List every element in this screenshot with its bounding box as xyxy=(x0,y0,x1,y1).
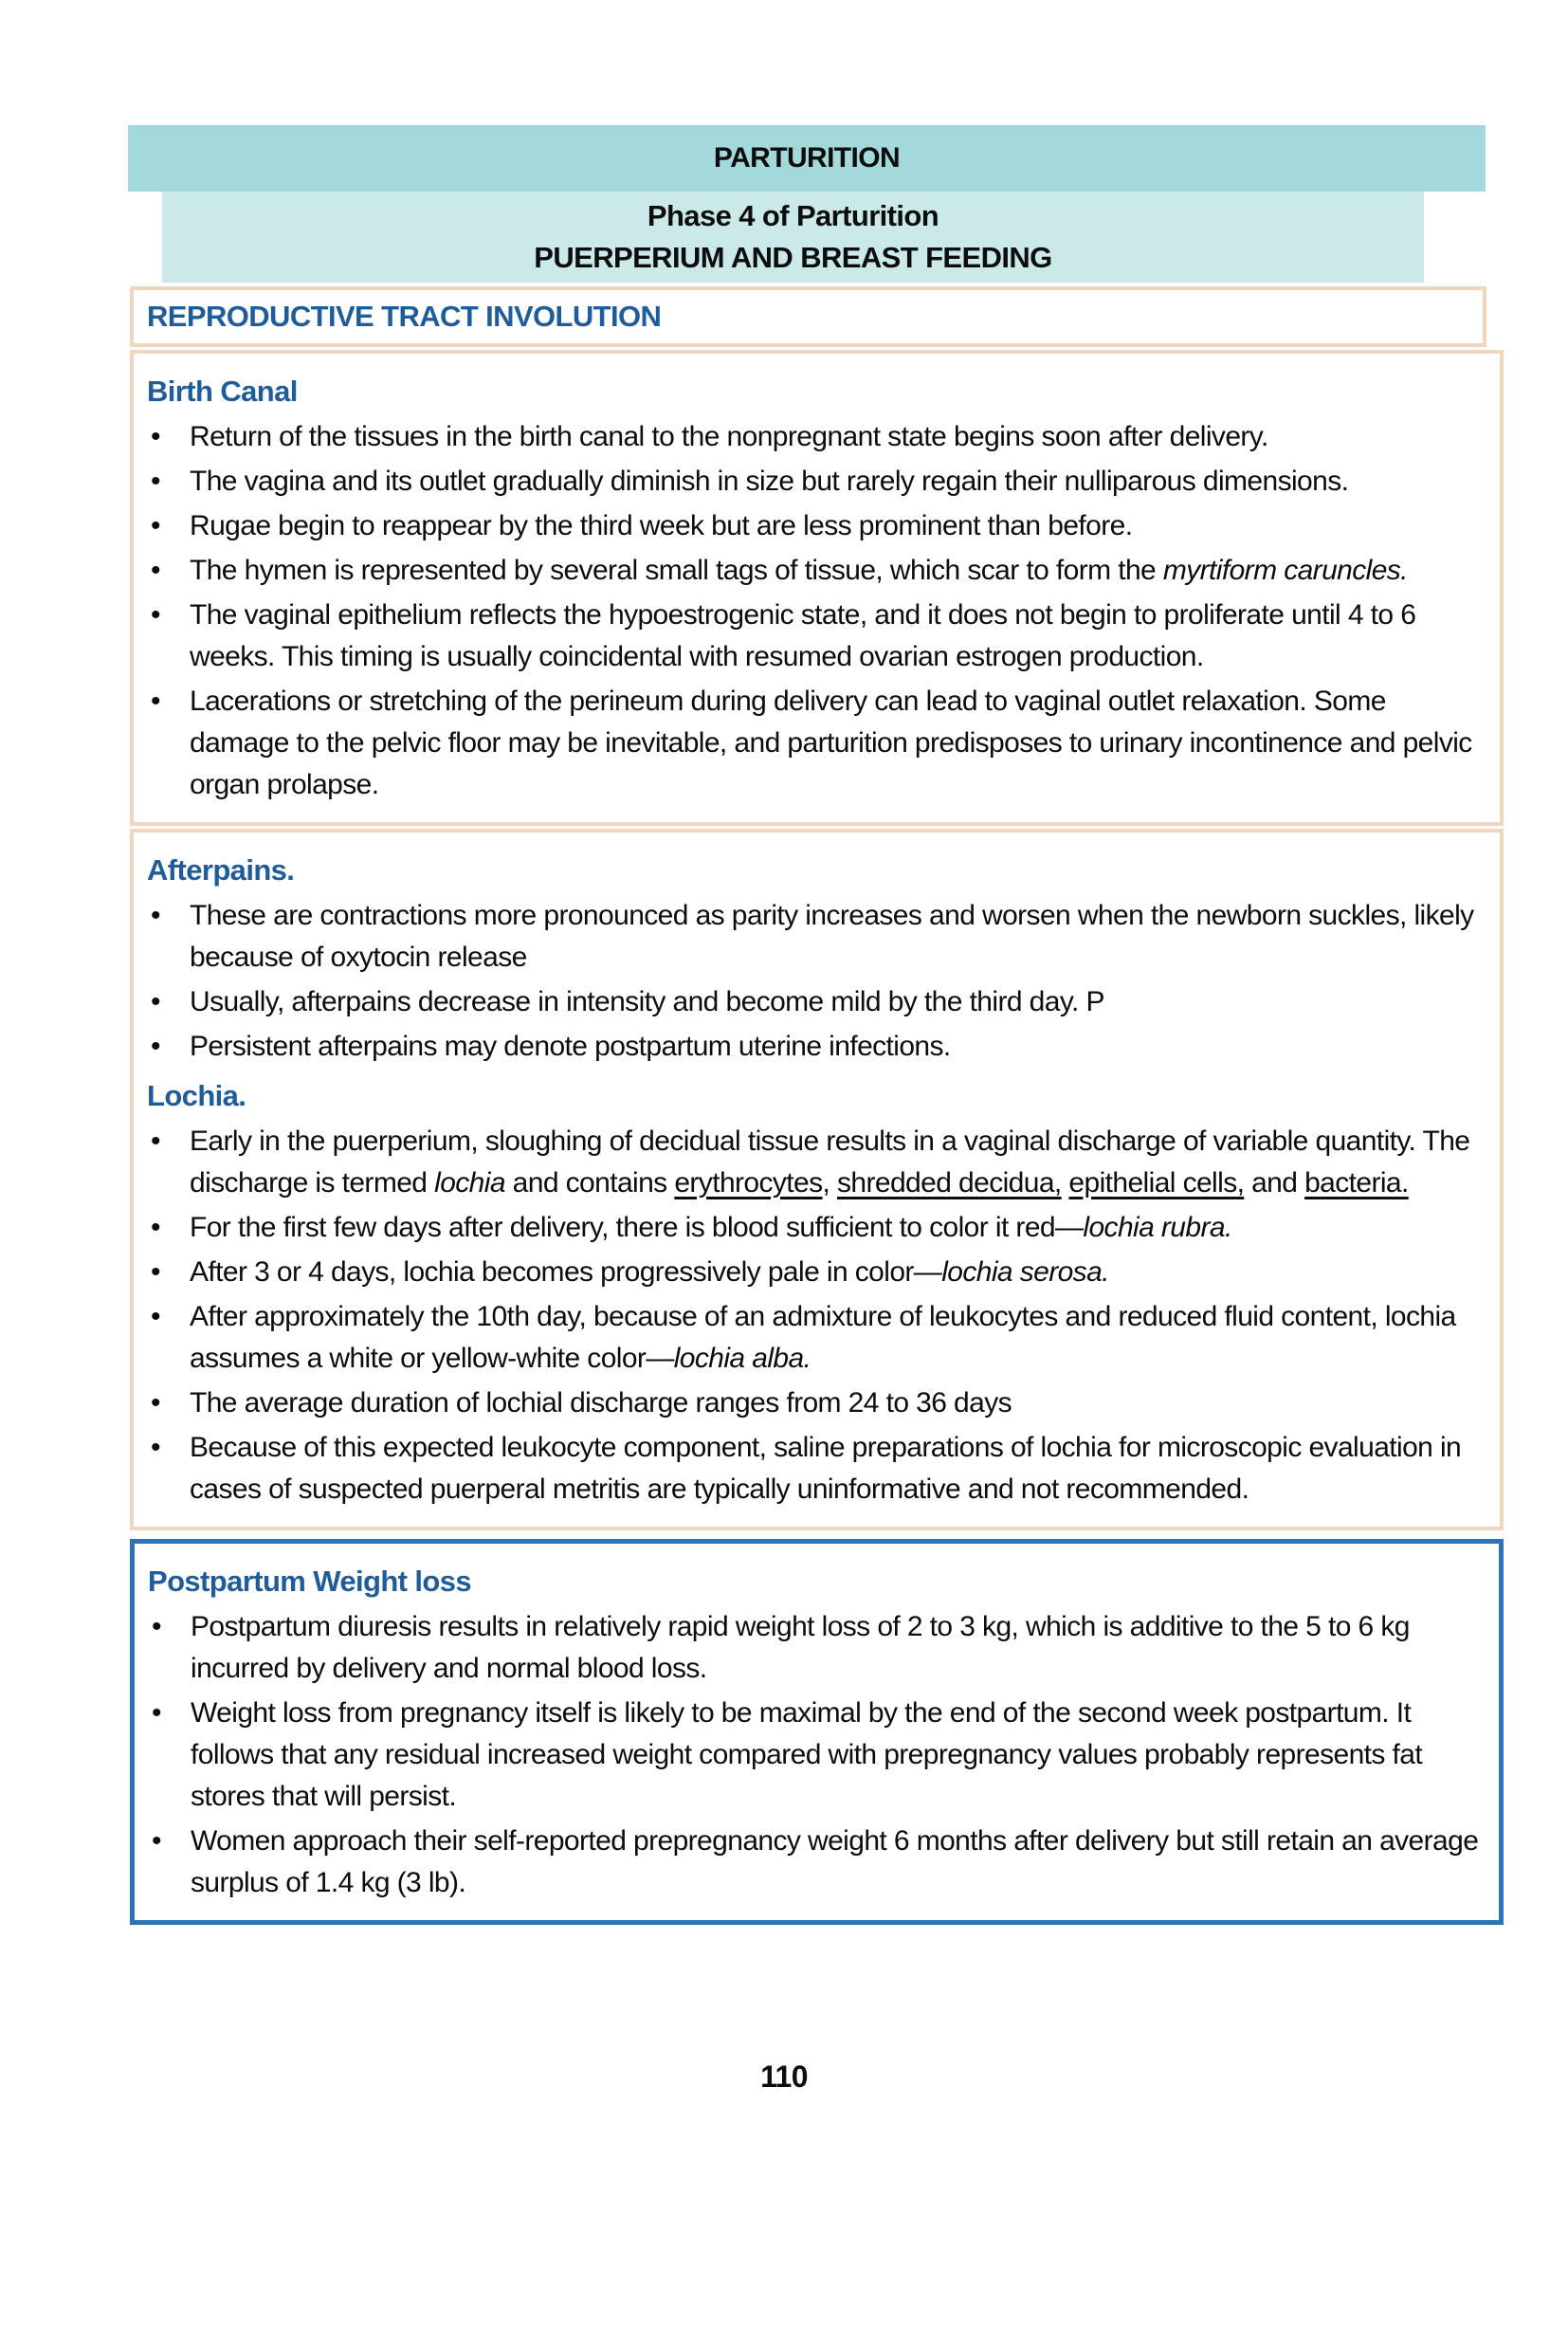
bullet-text: These are contractions more pronounced as parity increases and worsen when the newborn suckles, likely because of oxytocin release xyxy=(190,900,1474,973)
bullet-text: Postpartum diuresis results in relatively rapid weight loss of 2 to 3 kg, which is additive to the 5 to 6 kg incurred by delivery and normal blood loss. xyxy=(191,1611,1410,1684)
bullet-item xyxy=(134,416,1483,458)
bullet-text: After approximately the 10th day, because of an admixture of leukocytes and reduced fluid content, lochia assumes a white or yellow-white color— xyxy=(190,1301,1456,1374)
bullet-text: Weight loss from pregnancy itself is likely to be maximal by the end of the second week postpartum. It follows that any residual increased weight compared with prepregnancy values probably represents fat stores that will persist. xyxy=(191,1697,1423,1812)
bullet-text: Lacerations or stretching of the perineum during delivery can lead to vaginal outlet relaxation. Some damage to the pelvic floor may be inevitable, and parturition predisposes to urinary incontinence and pelvic organ prolapse. xyxy=(190,686,1472,800)
bullet-item xyxy=(135,1693,1482,1818)
document-page xyxy=(0,125,1568,2343)
bullet-item xyxy=(135,1606,1482,1690)
subtitle-line1: Phase 4 of Parturition xyxy=(647,199,939,232)
bullet-text: Rugae begin to reappear by the third week but are less prominent than before. xyxy=(190,510,1133,541)
page-number: 110 xyxy=(760,2059,808,2094)
bullet-text: and contains xyxy=(504,1167,675,1199)
bullet-item xyxy=(134,1252,1483,1293)
section-heading: Birth Canal xyxy=(147,375,298,408)
underlined-term: epithelial cells, xyxy=(1068,1167,1245,1199)
bullet-text: Return of the tissues in the birth canal to the nonpregnant state begins soon after delivery. xyxy=(190,421,1268,452)
italic-term: lochia serosa. xyxy=(941,1256,1109,1288)
bullet-text: The vaginal epithelium reflects the hypoestrogenic state, and it does not begin to proliferate until 4 to 6 weeks. This timing is usually coincidental with resumed ovarian estrogen production. xyxy=(190,599,1416,672)
section-title: REPRODUCTIVE TRACT INVOLUTION xyxy=(147,300,662,333)
italic-term: myrtiform caruncles. xyxy=(1162,555,1408,586)
bullet-item xyxy=(134,1026,1483,1068)
italic-term: lochia xyxy=(434,1167,505,1199)
phase-subbanner xyxy=(162,192,1424,283)
banner-title: PARTURITION xyxy=(713,142,901,174)
bullet-item xyxy=(134,1121,1483,1204)
afterpains-lochia-box xyxy=(130,829,1504,1530)
italic-term: lochia rubra. xyxy=(1083,1212,1232,1243)
bullet-item xyxy=(134,550,1483,592)
bullet-item xyxy=(134,1427,1483,1510)
italic-term: lochia alba. xyxy=(673,1343,811,1374)
underlined-term: shredded decidua, xyxy=(837,1167,1062,1199)
bullet-text: Women approach their self-reported prepregnancy weight 6 months after delivery but still retain an average surplus of 1.4 kg (3 lb). xyxy=(191,1825,1479,1898)
section-title-box xyxy=(130,286,1486,347)
birth-canal-box xyxy=(130,350,1504,826)
bullet-item xyxy=(134,1382,1483,1424)
postpartum-weight-loss-box xyxy=(130,1539,1504,1925)
bullet-text: Usually, afterpains decrease in intensity and become mild by the third day. P xyxy=(190,986,1104,1017)
bullet-text: Because of this expected leukocyte component, saline preparations of lochia for microscopic evaluation in cases of suspected puerperal metritis are typically uninformative and not recommended. xyxy=(190,1432,1462,1505)
bullet-text: The average duration of lochial discharge ranges from 24 to 36 days xyxy=(190,1387,1012,1419)
underlined-term: erythrocytes xyxy=(674,1167,823,1199)
bullet-item xyxy=(134,1207,1483,1249)
bullet-item xyxy=(134,681,1483,806)
bullet-text: and xyxy=(1244,1167,1305,1199)
bullet-item xyxy=(135,1821,1482,1904)
bullet-item xyxy=(134,595,1483,678)
bullet-item xyxy=(134,895,1483,979)
section-heading: Postpartum Weight loss xyxy=(148,1565,472,1598)
underlined-term: bacteria. xyxy=(1304,1167,1409,1199)
bullet-text: For the first few days after delivery, there is blood sufficient to color it red— xyxy=(190,1212,1084,1243)
bullet-text: After 3 or 4 days, lochia becomes progressively pale in color— xyxy=(190,1256,942,1288)
subtitle-line2: PUERPERIUM AND BREAST FEEDING xyxy=(534,241,1052,274)
bullet-item xyxy=(134,461,1483,503)
bullet-text: Persistent afterpains may denote postpartum uterine infections. xyxy=(190,1031,951,1062)
bullet-text: The hymen is represented by several small tags of tissue, which scar to form the xyxy=(190,555,1163,586)
bullet-item xyxy=(134,981,1483,1023)
bullet-text: The vagina and its outlet gradually diminish in size but rarely regain their nulliparous dimensions. xyxy=(190,466,1349,497)
bullet-item xyxy=(134,1296,1483,1380)
section-heading: Lochia. xyxy=(147,1079,246,1112)
bullet-item xyxy=(134,505,1483,547)
section-heading: Afterpains. xyxy=(147,853,295,887)
parturition-banner xyxy=(128,125,1486,192)
bullet-text: , xyxy=(822,1167,838,1199)
bullet-text: Early in the puerperium, sloughing of decidual tissue results in a vaginal discharge of variable quantity. The discharge is termed xyxy=(190,1126,1470,1199)
